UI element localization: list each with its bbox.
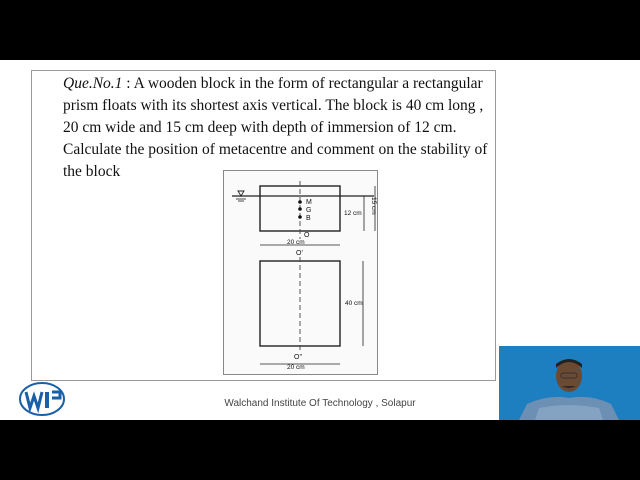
point-b xyxy=(298,215,302,219)
question-body: : A wooden block in the form of rectangular a rectangular prism floats with its shortest axis vertical. The block is 40 cm long , 20 cm wide and 15 cm deep with depth of immersion of 12 cm. Calculate the position of metacentre and comment on the stability of the block xyxy=(63,75,488,180)
dim-immersion-label: 12 cm xyxy=(344,210,362,217)
dim-width-bottom-label: 20 cm xyxy=(287,364,305,371)
label-g: G xyxy=(306,207,312,214)
point-m xyxy=(298,200,302,204)
point-g xyxy=(298,207,302,211)
dim-width-top-label: 20 cm xyxy=(287,239,305,246)
label-o-prime: O' xyxy=(296,250,303,257)
label-b: B xyxy=(306,215,311,222)
footer-institute: Walchand Institute Of Technology , Solapur xyxy=(224,398,416,409)
label-o-double-prime: O'' xyxy=(294,354,303,361)
question-text xyxy=(63,73,493,183)
dim-depth-label: 15 cm xyxy=(370,197,377,215)
question-label: Que.No.1 xyxy=(63,75,123,92)
presenter-webcam xyxy=(499,346,640,420)
presentation-slide xyxy=(0,60,640,420)
block-diagram xyxy=(223,170,378,375)
label-o: O xyxy=(304,232,310,239)
label-m: M xyxy=(306,199,312,206)
dim-length-label: 40 cm xyxy=(345,300,363,307)
